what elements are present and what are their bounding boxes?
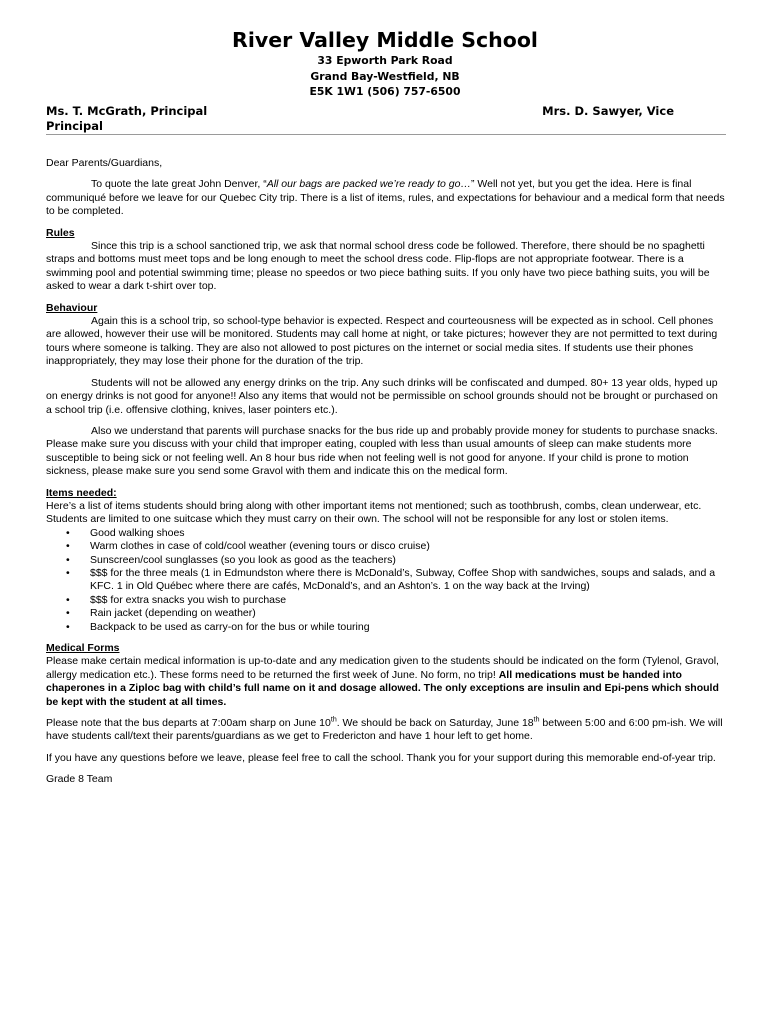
bullet-icon: • xyxy=(66,593,70,606)
principal-name-text: Ms. T. McGrath, Principal xyxy=(46,104,208,118)
list-item-text: $$$ for extra snacks you wish to purchase xyxy=(90,593,287,606)
departure-text-2: . We should be back on Saturday, June 18 xyxy=(336,717,534,730)
header-divider xyxy=(46,134,726,135)
behaviour-heading: Behaviour xyxy=(46,301,98,314)
address-postal-phone: E5K 1W1 (506) 757-6500 xyxy=(309,85,461,98)
behaviour-paragraph-1: Again this is a school trip, so school-type behavior is expected. Respect and courteousness will be expected as in school. Cell phones are allowed, however their use will be monitored. Students may call home at night, or take pictures; however they are not permitted to text during tours where someone is talking. They are also not allowed to post pictures on the internet or social media sites. If students use their phones inappropriately, they may lose their phone for the duration of the trip. xyxy=(46,315,718,368)
rules-heading: Rules xyxy=(46,226,75,239)
list-item xyxy=(66,566,726,594)
list-item-text: Rain jacket (depending on weather) xyxy=(90,607,256,620)
list-item-text: Good walking shoes xyxy=(90,526,185,539)
list-item xyxy=(66,620,726,634)
medical-forms-paragraph xyxy=(46,655,726,709)
list-item xyxy=(66,607,726,620)
vice-principal-name: Mrs. D. Sawyer, Vice xyxy=(542,104,674,118)
medical-forms-heading: Medical Forms xyxy=(46,642,120,654)
letterhead xyxy=(0,27,770,100)
list-item xyxy=(66,526,726,540)
items-list xyxy=(46,527,726,634)
bullet-icon: • xyxy=(66,553,70,566)
list-item xyxy=(66,540,726,553)
list-item-text: Sunscreen/cool sunglasses (so you look as good as the teachers) xyxy=(90,553,396,566)
behaviour-paragraph-3: Also we understand that parents will purchase snacks for the bus ride up and probably provide money for students to purchase snacks. Please make sure you discuss with your child that improper eating, coupled with less than usual amounts of sleep can make students more susceptible to being sick or not feeling well. An 8 hour bus ride when not feeling well is not good for anyone. If your child is prone to motion sickness, please make sure you send some Gravol with them and indicate this on the medical form. xyxy=(46,424,718,478)
bullet-icon: • xyxy=(66,566,70,579)
list-item-text: $$$ for the three meals (1 in Edmundston where there is McDonald’s, Subway, Coffee Shop with sandwiches, soups and salads, and a KFC. 1 in Old Québec where there are cafés, McDonald’s, and an Ashton’s. 1 on the way back at the Irving) xyxy=(90,566,716,593)
items-needed-heading: Items needed: xyxy=(46,486,117,499)
bullet-icon: • xyxy=(66,540,70,553)
bullet-icon: • xyxy=(66,526,70,539)
school-name: River Valley Middle School xyxy=(232,28,538,52)
departure-sup-1: th xyxy=(330,716,337,724)
medical-forms-warning: All medications must be handed into chaperones in a Ziploc bag with child’s full name on it and dosage allowed. The only exceptions are insulin and Epi-pens which should be kept with the student at all times. xyxy=(46,668,719,708)
letter-body xyxy=(46,157,726,787)
items-needed-intro: Here’s a list of items students should bring along with other important items not mentioned; such as toothbrush, combs, clean underwear, etc. Students are limited to one suitcase which they must carry on their own. The school will not be responsible for any lost or stolen items. xyxy=(46,499,702,526)
departure-text-3: between 5:00 and 6:00 pm-ish. We will have students call/text their parents/guardians as we get to Fredericton and have 1 hour left to get home. xyxy=(46,717,723,743)
address-street: 33 Epworth Park Road xyxy=(317,54,453,67)
intro-paragraph xyxy=(46,178,726,218)
intro-before-quote: To quote the late great John Denver, “ xyxy=(91,178,267,191)
salutation: Dear Parents/Guardians, xyxy=(46,157,163,169)
bullet-icon: • xyxy=(66,620,70,633)
bullet-icon: • xyxy=(66,607,70,620)
principal-name xyxy=(46,104,246,133)
list-item-text: Warm clothes in case of cold/cool weather (evening tours or disco cruise) xyxy=(90,540,430,553)
vice-principal-title-wrap: Principal xyxy=(46,118,103,133)
intro-after-quote: ” Well not yet, but you get the idea. Here is final communiqué before we leave for our Quebec City trip. There is a list of items, rules, and expectations for behaviour and a medical form that needs to be completed. xyxy=(46,178,725,218)
signature: Grade 8 Team xyxy=(46,773,113,786)
staff-row xyxy=(46,104,726,134)
behaviour-paragraph-2: Students will not be allowed any energy drinks on the trip. Any such drinks will be confiscated and dumped. 80+ 13 year olds, hyped up on energy drinks is not good for anyone!! Also any items that would not be permissible on school grounds should not be brought or purchased on a school trip (i.e. offensive clothing, knives, laser pointers etc.). xyxy=(46,376,718,416)
address-city: Grand Bay-Westfield, NB xyxy=(310,69,460,83)
list-item xyxy=(66,593,726,607)
closing-paragraph: If you have any questions before we leave, please feel free to call the school. Thank you for your support during this memorable end-of-year trip. xyxy=(46,751,716,764)
departure-sup-2: th xyxy=(533,716,540,724)
departure-text-1: Please note that the bus departs at 7:00am sharp on June 10 xyxy=(46,717,331,730)
rules-paragraph: Since this trip is a school sanctioned trip, we ask that normal school dress code be followed. Therefore, there should be no spaghetti straps and bottoms must meet tops and be long enough to meet the school dress code. Flip-flops are not appropriate footwear. There is a swimming pool and potential swimming time; please no speedos or two piece bathing suits. If you only have two piece bathing suits, you will be asked to wear a dark t-shirt over top. xyxy=(46,240,710,293)
list-item-text: Backpack to be used as carry-on for the bus or while touring xyxy=(90,620,370,633)
intro-quote: All our bags are packed we’re ready to go… xyxy=(266,178,471,191)
departure-paragraph xyxy=(46,717,726,744)
list-item xyxy=(66,553,726,567)
medical-forms-text: Please make certain medical information is up-to-date and any medication given to the students should be indicated on the form (Tylenol, Gravol, allergy medication etc.). These forms need to be returned the first week of June. No form, no trip! xyxy=(46,655,719,681)
